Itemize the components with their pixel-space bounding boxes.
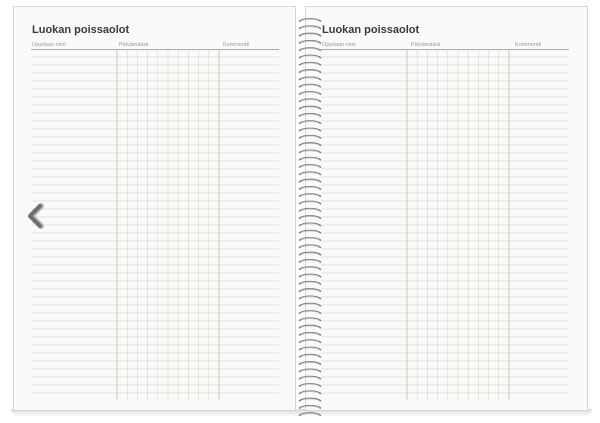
left-page[interactable] (13, 6, 296, 411)
column-header-comment: Kommentti (515, 42, 542, 48)
column-header-name: Oppilaan nimi (32, 42, 66, 48)
right-page[interactable] (305, 6, 588, 411)
page-title: Luokan poissaolot (322, 24, 420, 36)
column-header-date: Päivämäärä (119, 42, 149, 48)
chevron-left-icon[interactable] (22, 198, 52, 234)
column-header-date: Päivämäärä (411, 42, 441, 48)
column-header-name: Oppilaan nimi (322, 42, 356, 48)
spiral-binding (297, 12, 323, 416)
column-header-comment: Kommentti (223, 42, 250, 48)
notebook-spread (13, 6, 590, 413)
page-title: Luokan poissaolot (32, 24, 130, 36)
attendance-grid (321, 49, 569, 400)
attendance-grid (31, 49, 279, 400)
